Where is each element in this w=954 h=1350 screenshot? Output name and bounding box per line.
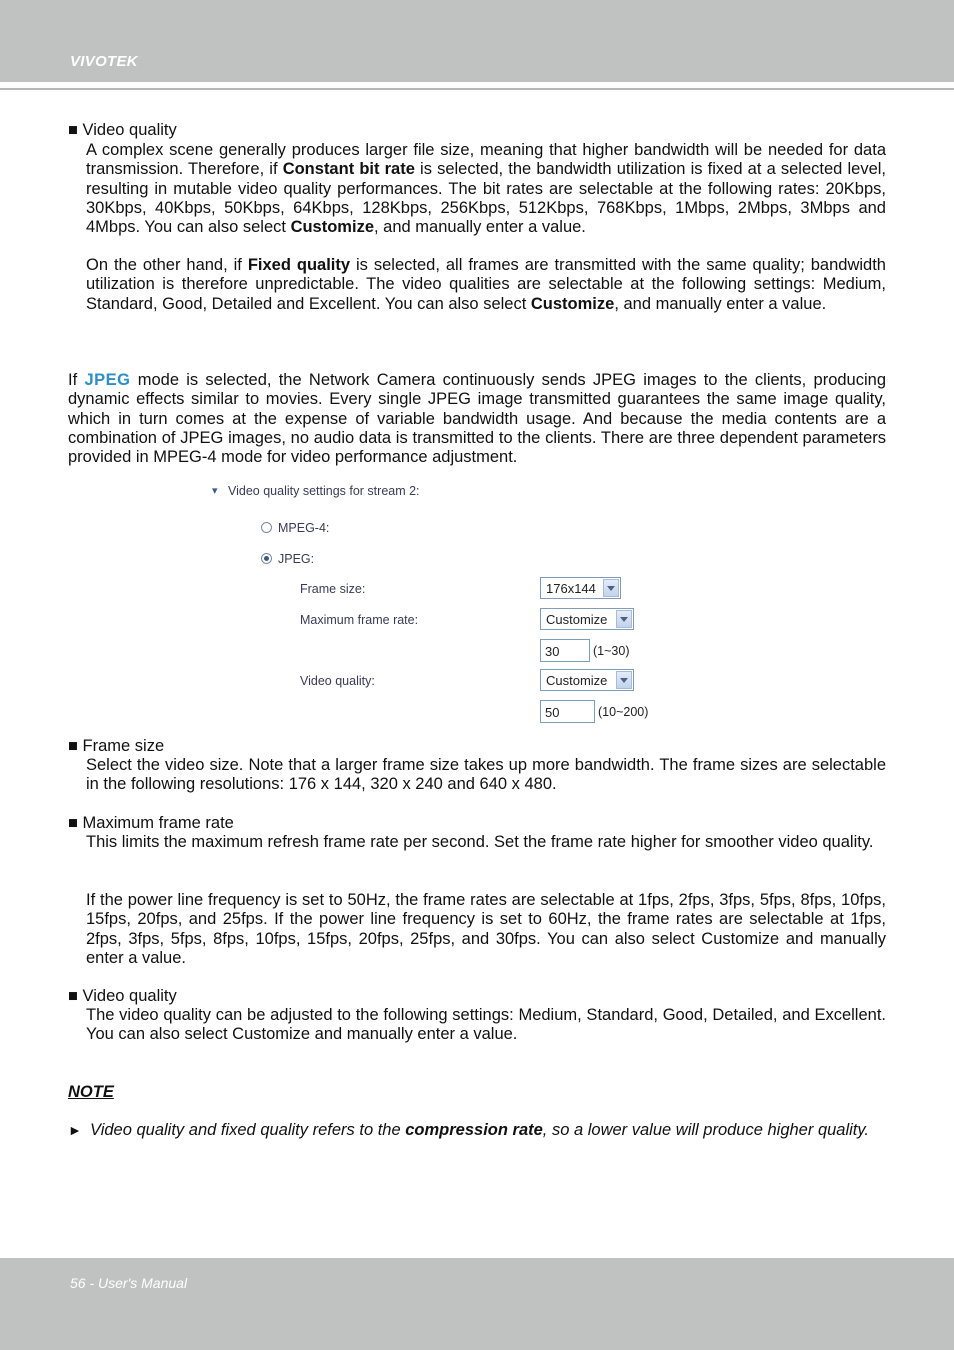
video-quality-select[interactable] (540, 669, 634, 691)
term-constant-bit-rate: Constant bit rate (282, 160, 415, 179)
bullet-max-frame-rate: ■ Maximum frame rate (68, 814, 234, 832)
dropdown-arrow-icon[interactable] (603, 579, 619, 597)
paragraph-constant-bit-rate: A complex scene generally produces larger file size, meaning that higher bandwidth will be needed for data transmission. Therefore, if Constant bit rate is selected, the bandwidth utilization is fixed at a selected level, resulting in mutable video quality performances. The bit rates are selectable at the following rates: 20Kbps, 30Kbps, 40Kbps, 50Kbps, 64Kbps, 128Kbps, 256Kbps, 512Kbps, 768Kbps, 1Mbps, 2Mbps, 3Mbps and 4Mbps. You can also select Customize, and manually enter a value. (86, 141, 886, 237)
frame-size-select[interactable] (540, 577, 621, 599)
note-paragraph: ► Video quality and fixed quality refers to the compression rate, so a lower value will produce higher quality. (68, 1121, 869, 1139)
radio-jpeg[interactable] (261, 553, 272, 564)
dropdown-arrow-icon[interactable] (616, 671, 632, 689)
max-frame-rate-range: (1~30) (593, 644, 630, 658)
header-divider (0, 88, 954, 90)
term-compression-rate: compression rate (405, 1121, 543, 1139)
arrow-right-icon: ► (68, 1122, 82, 1138)
term-customize-2: Customize (530, 294, 615, 313)
radio-mpeg4[interactable] (261, 522, 272, 533)
term-fixed-quality: Fixed quality (247, 256, 351, 274)
max-frame-rate-select[interactable] (540, 608, 634, 630)
video-quality-value: Customize (546, 673, 608, 688)
page-number: 56 - User's Manual (70, 1275, 188, 1291)
settings-title: Video quality settings for stream 2: (228, 484, 420, 498)
term-jpeg: JPEG (84, 371, 131, 389)
paragraph-frame-size: Select the video size. Note that a larger frame size takes up more bandwidth. The frame sizes are selectable in the following resolutions: 176 x 144, 320 x 240 and 640 x 480. (86, 756, 886, 794)
paragraph-fixed-quality: On the other hand, if Fixed quality is selected, all frames are transmitted with the same quality; bandwidth utilization is therefore unpredictable. The video qualities are selectable at the following settings: Medium, Standard, Good, Detailed and Excellent. You can also select Customize, and manually enter a value. (86, 256, 886, 313)
note-heading: NOTE (68, 1083, 114, 1101)
term-customize: Customize (290, 218, 374, 237)
frame-size-label: Frame size: (300, 582, 366, 596)
bullet-video-quality-2: ■ Video quality (68, 987, 177, 1005)
bullet-frame-size: ■ Frame size (68, 737, 165, 755)
video-quality-input[interactable]: 50 (540, 700, 595, 723)
page-header (0, 0, 954, 82)
video-quality-range: (10~200) (598, 705, 649, 719)
bullet-video-quality: ■ Video quality (68, 121, 177, 139)
paragraph-jpeg-intro: If JPEG mode is selected, the Network Camera continuously sends JPEG images to the clients, producing dynamic effects similar to movies. Every single JPEG image transmitted guarantees the same image quality, which in turn comes at the expense of variable bandwidth usage. And because the media contents are a combination of JPEG images, no audio data is transmitted to the clients. There are three dependent parameters provided in MPEG-4 mode for video performance adjustment. (68, 371, 886, 467)
paragraph-max-frame-rate: This limits the maximum refresh frame rate per second. Set the frame rate higher for smoother video quality. (86, 833, 874, 851)
brand-logo-text: VIVOTEK (70, 53, 138, 70)
page-footer (0, 1258, 954, 1350)
max-frame-rate-value: Customize (546, 612, 608, 627)
jpeg-label: JPEG: (278, 552, 315, 566)
paragraph-video-quality: The video quality can be adjusted to the following settings: Medium, Standard, Good, Detailed, and Excellent. You can also select Customize and manually enter a value. (86, 1006, 886, 1044)
max-frame-rate-label: Maximum frame rate: (300, 613, 419, 627)
dropdown-arrow-icon[interactable] (616, 610, 632, 628)
frame-size-value: 176x144 (546, 581, 596, 596)
max-frame-rate-input[interactable]: 30 (540, 639, 590, 662)
paragraph-power-line-frequency: If the power line frequency is set to 50Hz, the frame rates are selectable at 1fps, 2fps, 3fps, 5fps, 8fps, 10fps, 15fps, 20fps, and 25fps. If the power line frequency is set to 60Hz, the frame rates are selectable at 1fps, 2fps, 3fps, 5fps, 8fps, 10fps, 15fps, 20fps, 25fps, and 30fps. You can also select Customize and manually enter a value. (86, 891, 886, 967)
chevron-down-icon[interactable]: ▾ (212, 485, 218, 497)
video-quality-label: Video quality: (300, 674, 375, 688)
mpeg4-label: MPEG-4: (278, 521, 330, 535)
